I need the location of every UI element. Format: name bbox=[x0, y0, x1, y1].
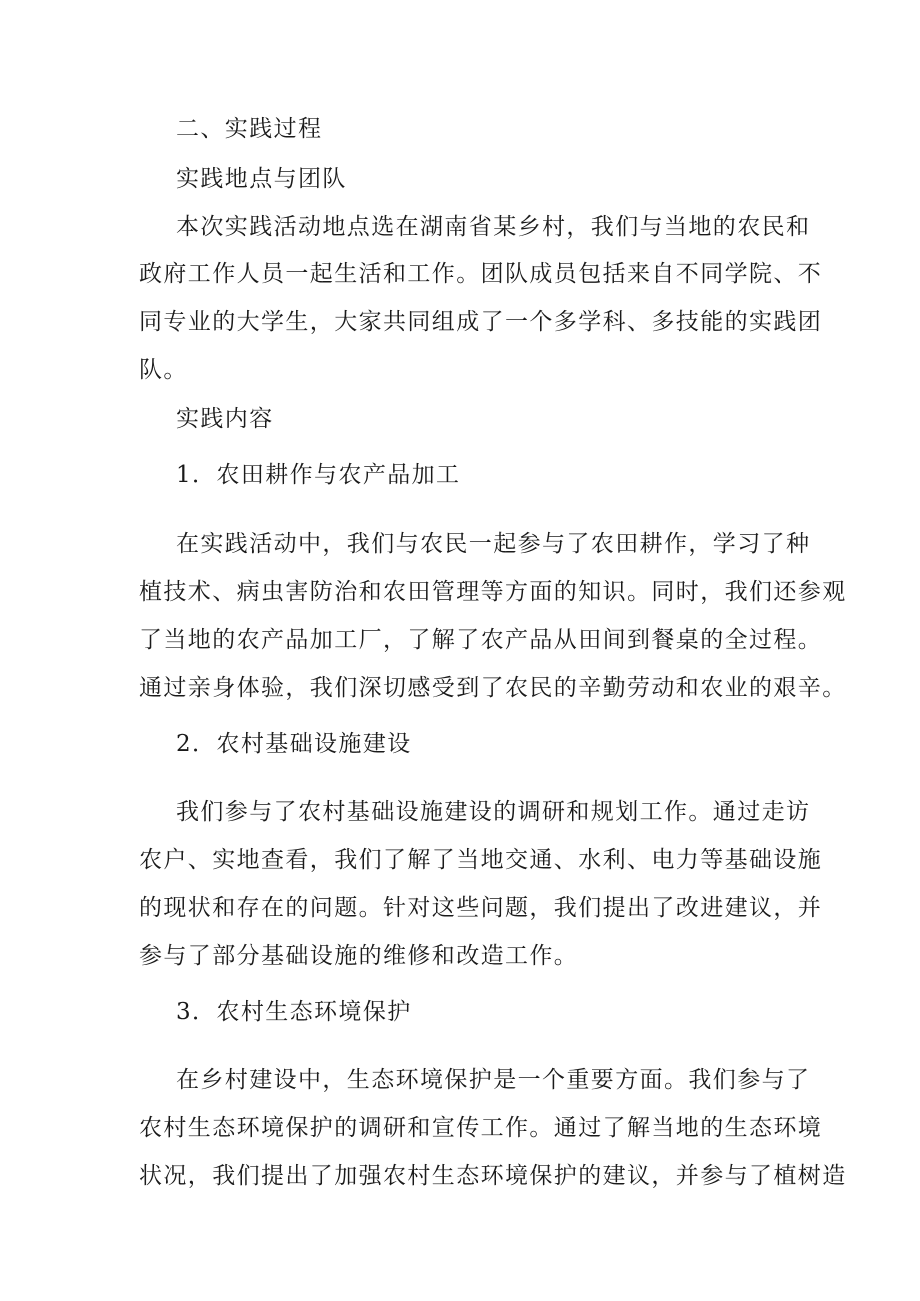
paragraph-line: 了当地的农产品加工厂，了解了农产品从田间到餐桌的全过程。 bbox=[139, 627, 823, 653]
paragraph-line: 农户、实地查看，我们了解了当地交通、水利、电力等基础设施 bbox=[139, 847, 823, 873]
paragraph-line: 的现状和存在的问题。针对这些问题，我们提出了改进建议，并 bbox=[139, 895, 823, 921]
paragraph-line: 植技术、病虫害防治和农田管理等方面的知识。同时，我们还参观 bbox=[139, 579, 847, 605]
paragraph-line: 参与了部分基础设施的维修和改造工作。 bbox=[139, 943, 579, 969]
sub-heading-location: 实践地点与团队 bbox=[176, 166, 347, 192]
section-heading: 二、实践过程 bbox=[176, 116, 323, 142]
paragraph-line: 通过亲身体验，我们深切感受到了农民的辛勤劳动和农业的艰辛。 bbox=[139, 675, 847, 701]
item2-heading: 2．农村基础设施建设 bbox=[176, 731, 412, 757]
paragraph-line: 我们参与了农村基础设施建设的调研和规划工作。通过走访 bbox=[176, 799, 811, 825]
paragraph-line: 状况，我们提出了加强农村生态环境保护的建议，并参与了植树造 bbox=[139, 1163, 847, 1189]
item3-heading: 3．农村生态环境保护 bbox=[176, 999, 412, 1025]
paragraph-line: 同专业的大学生，大家共同组成了一个多学科、多技能的实践团 bbox=[139, 309, 823, 335]
paragraph-line: 在实践活动中，我们与农民一起参与了农田耕作，学习了种 bbox=[176, 531, 811, 557]
item1-heading: 1．农田耕作与农产品加工 bbox=[176, 462, 461, 488]
paragraph-line: 队。 bbox=[139, 357, 188, 383]
paragraph-line: 农村生态环境保护的调研和宣传工作。通过了解当地的生态环境 bbox=[139, 1115, 823, 1141]
sub-heading-content: 实践内容 bbox=[176, 406, 274, 432]
paragraph-line: 本次实践活动地点选在湖南省某乡村，我们与当地的农民和 bbox=[176, 214, 811, 240]
paragraph-line: 政府工作人员一起生活和工作。团队成员包括来自不同学院、不 bbox=[139, 261, 823, 287]
paragraph-line: 在乡村建设中，生态环境保护是一个重要方面。我们参与了 bbox=[176, 1067, 811, 1093]
